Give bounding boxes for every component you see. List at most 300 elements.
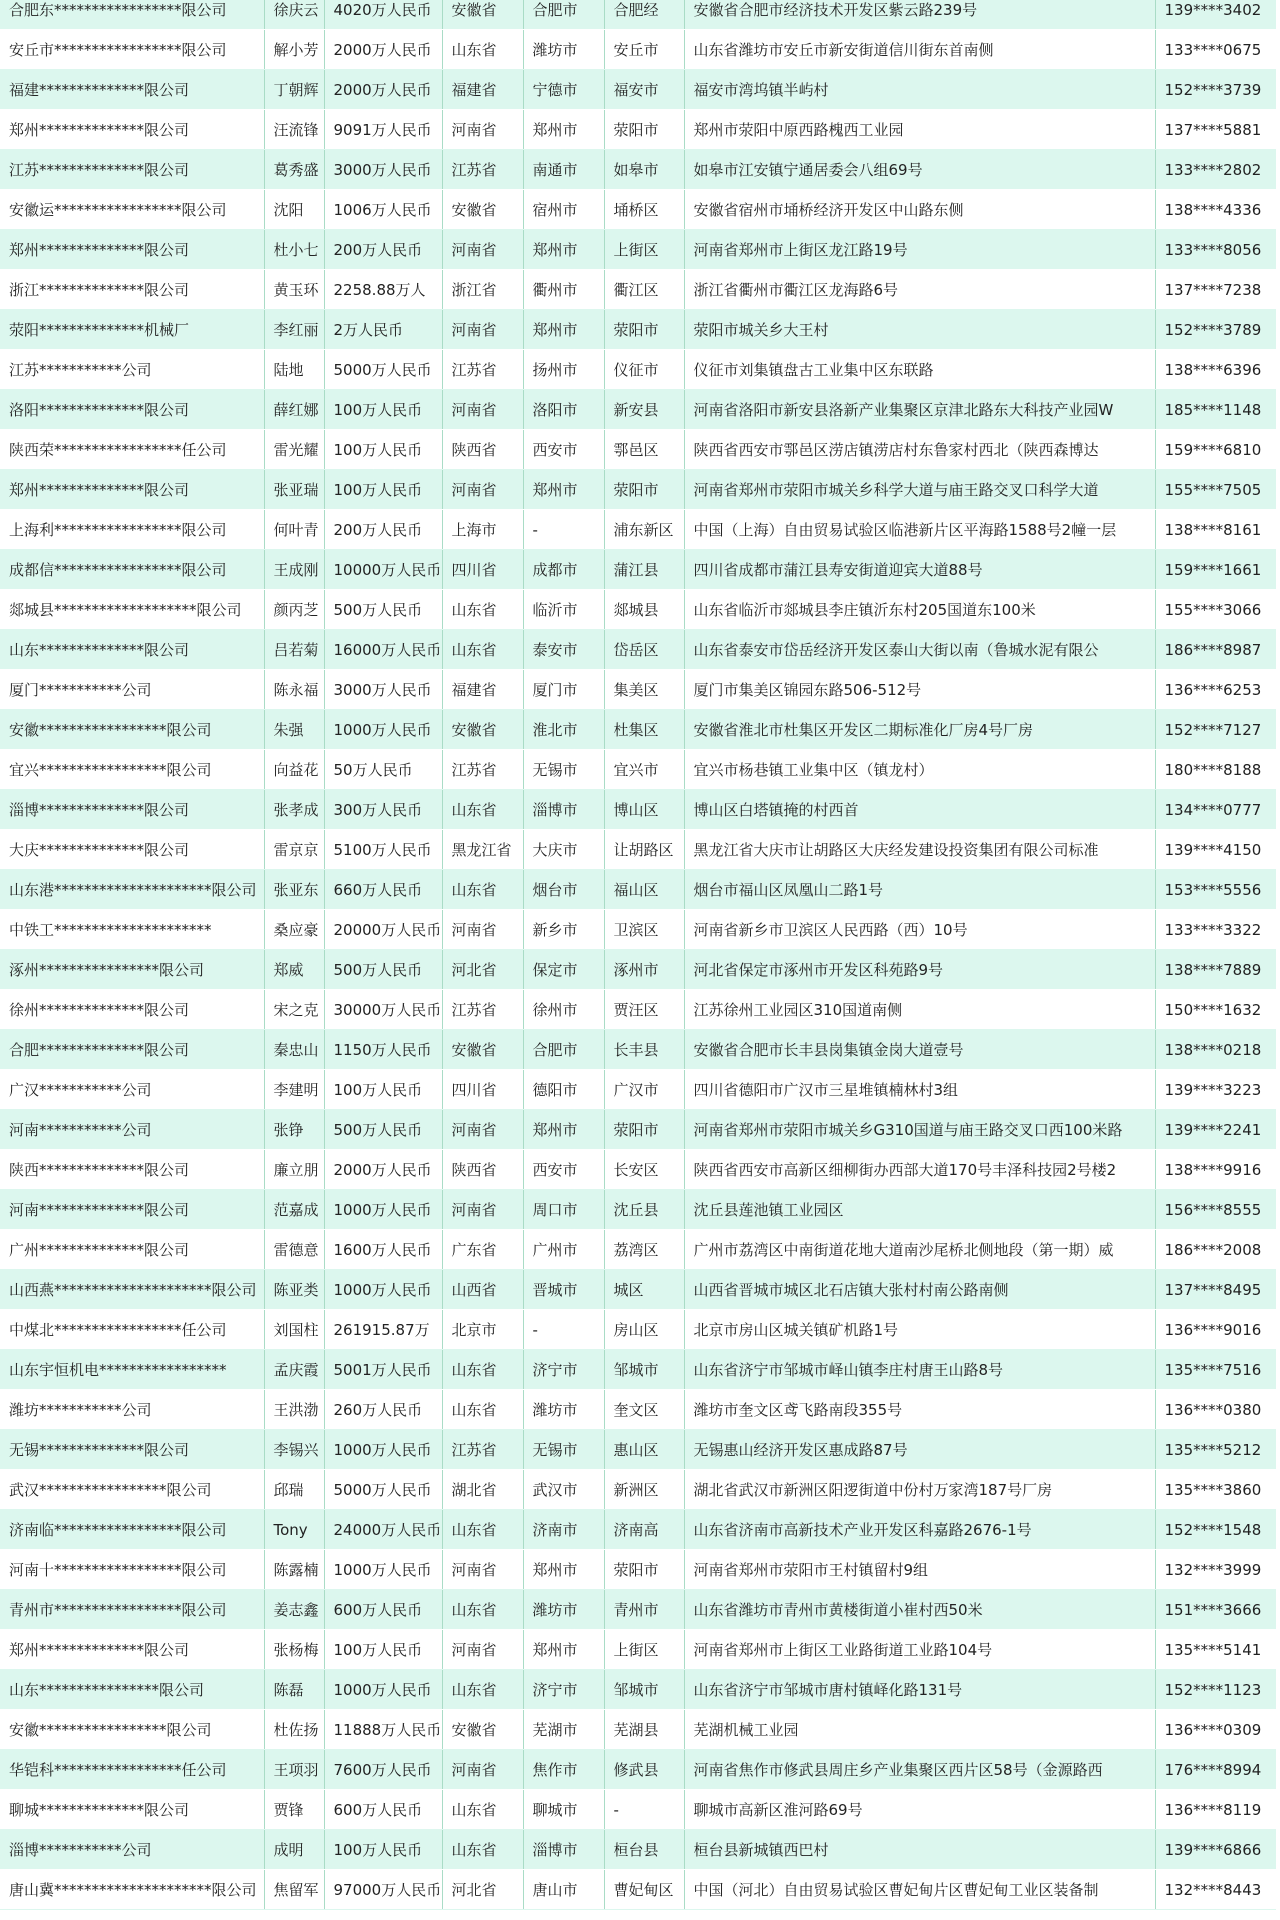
province-cell: 河南省 [442, 1110, 523, 1150]
phone-cell: 132****8443 [1155, 1870, 1276, 1910]
district-cell: 济南高 [604, 1510, 684, 1550]
phone-cell: 135****5212 [1155, 1430, 1276, 1470]
province-cell: 河南省 [442, 1750, 523, 1790]
registered-capital-cell: 2万人民币 [324, 310, 442, 350]
district-cell: 合肥经 [604, 0, 684, 30]
phone-cell: 137****5881 [1155, 110, 1276, 150]
city-cell: 西安市 [523, 1150, 604, 1190]
contact-name-cell: 雷光耀 [264, 430, 324, 470]
address-cell: 芜湖机械工业园 [684, 1710, 1155, 1750]
district-cell: 荥阳市 [604, 1110, 684, 1150]
contact-name-cell: 汪流锋 [264, 110, 324, 150]
city-cell: 郑州市 [523, 1550, 604, 1590]
city-cell: 济南市 [523, 1510, 604, 1550]
registered-capital-cell: 2000万人民币 [324, 30, 442, 70]
registered-capital-cell: 1000万人民币 [324, 1670, 442, 1710]
phone-cell: 176****8994 [1155, 1750, 1276, 1790]
city-cell: 芜湖市 [523, 1710, 604, 1750]
district-cell: 如皋市 [604, 150, 684, 190]
registered-capital-cell: 100万人民币 [324, 430, 442, 470]
registered-capital-cell: 1006万人民币 [324, 190, 442, 230]
contact-name-cell: 陈永福 [264, 670, 324, 710]
registered-capital-cell: 600万人民币 [324, 1590, 442, 1630]
district-cell: 新安县 [604, 390, 684, 430]
province-cell: 江苏省 [442, 1430, 523, 1470]
city-cell: 焦作市 [523, 1750, 604, 1790]
table-row [0, 1030, 1276, 1070]
registered-capital-cell: 200万人民币 [324, 230, 442, 270]
province-cell: 山东省 [442, 1670, 523, 1710]
company-name-cell: 潍坊***********公司 [0, 1390, 264, 1430]
company-name-cell: 山东****************限公司 [0, 1670, 264, 1710]
table-row [0, 870, 1276, 910]
company-name-cell: 河南**************限公司 [0, 1190, 264, 1230]
city-cell: 武汉市 [523, 1470, 604, 1510]
province-cell: 河南省 [442, 110, 523, 150]
contact-name-cell: 焦留军 [264, 1870, 324, 1910]
registered-capital-cell: 4020万人民币 [324, 0, 442, 30]
province-cell: 河南省 [442, 1630, 523, 1670]
phone-cell: 136****0309 [1155, 1710, 1276, 1750]
province-cell: 山东省 [442, 1390, 523, 1430]
district-cell: 长安区 [604, 1150, 684, 1190]
registered-capital-cell: 30000万人民币 [324, 990, 442, 1030]
district-cell: 房山区 [604, 1310, 684, 1350]
company-name-cell: 山东宇恒机电***************** [0, 1350, 264, 1390]
phone-cell: 133****0675 [1155, 30, 1276, 70]
registered-capital-cell: 1000万人民币 [324, 1550, 442, 1590]
contact-name-cell: 陈磊 [264, 1670, 324, 1710]
district-cell: 仪征市 [604, 350, 684, 390]
contact-name-cell: 颜丙芝 [264, 590, 324, 630]
province-cell: 山东省 [442, 30, 523, 70]
table-row [0, 1710, 1276, 1750]
province-cell: 山东省 [442, 1790, 523, 1830]
phone-cell: 139****3223 [1155, 1070, 1276, 1110]
phone-cell: 159****6810 [1155, 430, 1276, 470]
address-cell: 山东省潍坊市青州市黄楼街道小崔村西50米 [684, 1590, 1155, 1630]
contact-name-cell: 李建明 [264, 1070, 324, 1110]
table-row [0, 350, 1276, 390]
address-cell: 无锡惠山经济开发区惠成路87号 [684, 1430, 1155, 1470]
district-cell: 安丘市 [604, 30, 684, 70]
contact-name-cell: 张杨梅 [264, 1630, 324, 1670]
city-cell: 西安市 [523, 430, 604, 470]
address-cell: 四川省德阳市广汉市三星堆镇楠林村3组 [684, 1070, 1155, 1110]
table-row [0, 270, 1276, 310]
table-row [0, 830, 1276, 870]
city-cell: 合肥市 [523, 0, 604, 30]
registered-capital-cell: 100万人民币 [324, 390, 442, 430]
company-name-cell: 广州**************限公司 [0, 1230, 264, 1270]
phone-cell: 136****8119 [1155, 1790, 1276, 1830]
table-row [0, 1310, 1276, 1350]
city-cell: 宿州市 [523, 190, 604, 230]
contact-name-cell: 廉立朋 [264, 1150, 324, 1190]
province-cell: 上海市 [442, 510, 523, 550]
table-row [0, 190, 1276, 230]
company-name-cell: 河南十*****************限公司 [0, 1550, 264, 1590]
company-name-cell: 郑州**************限公司 [0, 1630, 264, 1670]
registered-capital-cell: 3000万人民币 [324, 670, 442, 710]
district-cell: 衢江区 [604, 270, 684, 310]
company-name-cell: 陕西**************限公司 [0, 1150, 264, 1190]
phone-cell: 155****3066 [1155, 590, 1276, 630]
district-cell: 荔湾区 [604, 1230, 684, 1270]
address-cell: 山西省晋城市城区北石店镇大张村村南公路南侧 [684, 1270, 1155, 1310]
city-cell: 德阳市 [523, 1070, 604, 1110]
registered-capital-cell: 1000万人民币 [324, 1430, 442, 1470]
phone-cell: 133****2802 [1155, 150, 1276, 190]
province-cell: 山东省 [442, 1350, 523, 1390]
table-row [0, 1630, 1276, 1670]
phone-cell: 135****5141 [1155, 1630, 1276, 1670]
company-name-cell: 青州市*****************限公司 [0, 1590, 264, 1630]
table-row [0, 630, 1276, 670]
company-name-cell: 淄博**************限公司 [0, 790, 264, 830]
city-cell: 无锡市 [523, 750, 604, 790]
address-cell: 安徽省宿州市埇桥经济开发区中山路东侧 [684, 190, 1155, 230]
district-cell: 桓台县 [604, 1830, 684, 1870]
registered-capital-cell: 261915.87万 [324, 1310, 442, 1350]
province-cell: 安徽省 [442, 190, 523, 230]
contact-name-cell: 沈阳 [264, 190, 324, 230]
table-row [0, 1350, 1276, 1390]
province-cell: 湖北省 [442, 1470, 523, 1510]
phone-cell: 185****1148 [1155, 390, 1276, 430]
contact-name-cell: 吕若菊 [264, 630, 324, 670]
phone-cell: 180****8188 [1155, 750, 1276, 790]
company-name-cell: 大庆**************限公司 [0, 830, 264, 870]
district-cell: 岱岳区 [604, 630, 684, 670]
province-cell: 山东省 [442, 870, 523, 910]
province-cell: 北京市 [442, 1310, 523, 1350]
contact-name-cell: 秦忠山 [264, 1030, 324, 1070]
table-row [0, 1430, 1276, 1470]
province-cell: 河北省 [442, 950, 523, 990]
registered-capital-cell: 11888万人民币 [324, 1710, 442, 1750]
city-cell: 厦门市 [523, 670, 604, 710]
address-cell: 山东省泰安市岱岳经济开发区泰山大街以南（鲁城水泥有限公 [684, 630, 1155, 670]
company-name-cell: 安徽*****************限公司 [0, 710, 264, 750]
district-cell: 博山区 [604, 790, 684, 830]
table-row [0, 1830, 1276, 1870]
table-row [0, 1070, 1276, 1110]
address-cell: 河南省郑州市上街区工业路街道工业路104号 [684, 1630, 1155, 1670]
registered-capital-cell: 5001万人民币 [324, 1350, 442, 1390]
phone-cell: 133****8056 [1155, 230, 1276, 270]
province-cell: 山西省 [442, 1270, 523, 1310]
contact-name-cell: 黄玉环 [264, 270, 324, 310]
district-cell: 荥阳市 [604, 470, 684, 510]
address-cell: 河南省焦作市修武县周庄乡产业集聚区西片区58号（金源路西 [684, 1750, 1155, 1790]
contact-name-cell: 邱瑞 [264, 1470, 324, 1510]
district-cell: 沈丘县 [604, 1190, 684, 1230]
address-cell: 河南省郑州市荥阳市城关乡科学大道与庙王路交叉口科学大道 [684, 470, 1155, 510]
table-row [0, 1790, 1276, 1830]
registered-capital-cell: 5000万人民币 [324, 350, 442, 390]
address-cell: 河南省新乡市卫滨区人民西路（西）10号 [684, 910, 1155, 950]
city-cell: - [523, 1310, 604, 1350]
registered-capital-cell: 500万人民币 [324, 1110, 442, 1150]
district-cell: 惠山区 [604, 1430, 684, 1470]
contact-name-cell: 朱强 [264, 710, 324, 750]
city-cell: 南通市 [523, 150, 604, 190]
district-cell: 青州市 [604, 1590, 684, 1630]
address-cell: 四川省成都市蒲江县寿安街道迎宾大道88号 [684, 550, 1155, 590]
province-cell: 江苏省 [442, 150, 523, 190]
registered-capital-cell: 1600万人民币 [324, 1230, 442, 1270]
contact-name-cell: 孟庆霞 [264, 1350, 324, 1390]
province-cell: 山东省 [442, 1510, 523, 1550]
city-cell: 淄博市 [523, 1830, 604, 1870]
table-row [0, 1270, 1276, 1310]
contact-name-cell: 陆地 [264, 350, 324, 390]
company-name-cell: 上海利*****************限公司 [0, 510, 264, 550]
address-cell: 福安市湾坞镇半屿村 [684, 70, 1155, 110]
registered-capital-cell: 5000万人民币 [324, 1470, 442, 1510]
city-cell: 济宁市 [523, 1350, 604, 1390]
province-cell: 河南省 [442, 310, 523, 350]
province-cell: 河南省 [442, 1550, 523, 1590]
province-cell: 山东省 [442, 1590, 523, 1630]
province-cell: 福建省 [442, 670, 523, 710]
address-cell: 江苏徐州工业园区310国道南侧 [684, 990, 1155, 1030]
table-row [0, 150, 1276, 190]
table-row [0, 470, 1276, 510]
city-cell: 潍坊市 [523, 1390, 604, 1430]
registered-capital-cell: 2258.88万人 [324, 270, 442, 310]
address-cell: 山东省济南市高新技术产业开发区科嘉路2676-1号 [684, 1510, 1155, 1550]
district-cell: 邹城市 [604, 1350, 684, 1390]
company-name-cell: 河南***********公司 [0, 1110, 264, 1150]
registered-capital-cell: 100万人民币 [324, 1830, 442, 1870]
company-name-cell: 郯城县*******************限公司 [0, 590, 264, 630]
address-cell: 山东省临沂市郯城县李庄镇沂东村205国道东100米 [684, 590, 1155, 630]
district-cell: 蒲江县 [604, 550, 684, 590]
contact-name-cell: 刘国柱 [264, 1310, 324, 1350]
province-cell: 山东省 [442, 790, 523, 830]
phone-cell: 152****3739 [1155, 70, 1276, 110]
address-cell: 聊城市高新区淮河路69号 [684, 1790, 1155, 1830]
phone-cell: 137****8495 [1155, 1270, 1276, 1310]
company-name-cell: 合肥**************限公司 [0, 1030, 264, 1070]
table-row [0, 670, 1276, 710]
phone-cell: 138****0218 [1155, 1030, 1276, 1070]
city-cell: 唐山市 [523, 1870, 604, 1910]
district-cell: 长丰县 [604, 1030, 684, 1070]
table-row [0, 910, 1276, 950]
city-cell: 保定市 [523, 950, 604, 990]
address-cell: 沈丘县莲池镇工业园区 [684, 1190, 1155, 1230]
table-row [0, 1230, 1276, 1270]
contact-name-cell: 郑威 [264, 950, 324, 990]
province-cell: 陕西省 [442, 430, 523, 470]
city-cell: 晋城市 [523, 1270, 604, 1310]
district-cell: 杜集区 [604, 710, 684, 750]
city-cell: 衢州市 [523, 270, 604, 310]
province-cell: 江苏省 [442, 350, 523, 390]
registered-capital-cell: 1150万人民币 [324, 1030, 442, 1070]
registered-capital-cell: 260万人民币 [324, 1390, 442, 1430]
phone-cell: 139****4150 [1155, 830, 1276, 870]
company-name-cell: 厦门***********公司 [0, 670, 264, 710]
table-row [0, 950, 1276, 990]
phone-cell: 136****6253 [1155, 670, 1276, 710]
company-name-cell: 安徽运*****************限公司 [0, 190, 264, 230]
registered-capital-cell: 97000万人民币 [324, 1870, 442, 1910]
company-name-cell: 成都信*****************限公司 [0, 550, 264, 590]
contact-name-cell: 王洪渤 [264, 1390, 324, 1430]
city-cell: 泰安市 [523, 630, 604, 670]
table-row [0, 1670, 1276, 1710]
phone-cell: 132****3999 [1155, 1550, 1276, 1590]
city-cell: 郑州市 [523, 310, 604, 350]
phone-cell: 151****3666 [1155, 1590, 1276, 1630]
company-name-cell: 武汉*****************限公司 [0, 1470, 264, 1510]
address-cell: 山东省济宁市邹城市唐村镇峄化路131号 [684, 1670, 1155, 1710]
registered-capital-cell: 3000万人民币 [324, 150, 442, 190]
address-cell: 桓台县新城镇西巴村 [684, 1830, 1155, 1870]
contact-name-cell: 陈亚类 [264, 1270, 324, 1310]
province-cell: 安徽省 [442, 0, 523, 30]
table-row [0, 310, 1276, 350]
contact-name-cell: 范嘉成 [264, 1190, 324, 1230]
table-row [0, 1150, 1276, 1190]
province-cell: 浙江省 [442, 270, 523, 310]
contact-name-cell: 何叶青 [264, 510, 324, 550]
phone-cell: 138****9916 [1155, 1150, 1276, 1190]
contact-name-cell: 张亚东 [264, 870, 324, 910]
phone-cell: 155****7505 [1155, 470, 1276, 510]
address-cell: 安徽省合肥市长丰县岗集镇金岗大道壹号 [684, 1030, 1155, 1070]
phone-cell: 136****0380 [1155, 1390, 1276, 1430]
province-cell: 四川省 [442, 550, 523, 590]
company-name-cell: 浙江**************限公司 [0, 270, 264, 310]
company-name-cell: 洛阳**************限公司 [0, 390, 264, 430]
contact-name-cell: 雷京京 [264, 830, 324, 870]
contact-name-cell: 桑应豪 [264, 910, 324, 950]
company-name-cell: 安丘市*****************限公司 [0, 30, 264, 70]
city-cell: 扬州市 [523, 350, 604, 390]
district-cell: 宜兴市 [604, 750, 684, 790]
company-name-cell: 郑州**************限公司 [0, 110, 264, 150]
phone-cell: 186****8987 [1155, 630, 1276, 670]
address-cell: 河北省保定市涿州市开发区科苑路9号 [684, 950, 1155, 990]
registered-capital-cell: 7600万人民币 [324, 1750, 442, 1790]
phone-cell: 135****7516 [1155, 1350, 1276, 1390]
phone-cell: 152****1548 [1155, 1510, 1276, 1550]
city-cell: 合肥市 [523, 1030, 604, 1070]
contact-name-cell: 王成刚 [264, 550, 324, 590]
registered-capital-cell: 2000万人民币 [324, 1150, 442, 1190]
district-cell: 芜湖县 [604, 1710, 684, 1750]
address-cell: 如皋市江安镇宁通居委会八组69号 [684, 150, 1155, 190]
phone-cell: 156****8555 [1155, 1190, 1276, 1230]
table-row [0, 1550, 1276, 1590]
registered-capital-cell: 660万人民币 [324, 870, 442, 910]
table-row [0, 1470, 1276, 1510]
city-cell: 周口市 [523, 1190, 604, 1230]
address-cell: 北京市房山区城关镇矿机路1号 [684, 1310, 1155, 1350]
phone-cell: 152****1123 [1155, 1670, 1276, 1710]
table-row [0, 1390, 1276, 1430]
contact-name-cell: 成明 [264, 1830, 324, 1870]
phone-cell: 133****3322 [1155, 910, 1276, 950]
registered-capital-cell: 16000万人民币 [324, 630, 442, 670]
company-name-cell: 安徽*****************限公司 [0, 1710, 264, 1750]
contact-name-cell: 张铮 [264, 1110, 324, 1150]
registered-capital-cell: 500万人民币 [324, 950, 442, 990]
address-cell: 安徽省合肥市经济技术开发区紫云路239号 [684, 0, 1155, 30]
company-name-cell: 中铁工********************* [0, 910, 264, 950]
address-cell: 郑州市荥阳中原西路槐西工业园 [684, 110, 1155, 150]
address-cell: 中国（上海）自由贸易试验区临港新片区平海路1588号2幢一层 [684, 510, 1155, 550]
province-cell: 广东省 [442, 1230, 523, 1270]
company-name-cell: 聊城**************限公司 [0, 1790, 264, 1830]
table-row [0, 510, 1276, 550]
city-cell: 新乡市 [523, 910, 604, 950]
table-row [0, 750, 1276, 790]
district-cell: 集美区 [604, 670, 684, 710]
contact-name-cell: 葛秀盛 [264, 150, 324, 190]
district-cell: 修武县 [604, 1750, 684, 1790]
address-cell: 仪征市刘集镇盘古工业集中区东联路 [684, 350, 1155, 390]
registered-capital-cell: 100万人民币 [324, 1070, 442, 1110]
phone-cell: 134****0777 [1155, 790, 1276, 830]
address-cell: 黑龙江省大庆市让胡路区大庆经发建设投资集团有限公司标准 [684, 830, 1155, 870]
phone-cell: 153****5556 [1155, 870, 1276, 910]
table-row [0, 70, 1276, 110]
contact-name-cell: Tony [264, 1510, 324, 1550]
company-name-cell: 徐州**************限公司 [0, 990, 264, 1030]
registered-capital-cell: 500万人民币 [324, 590, 442, 630]
address-cell: 湖北省武汉市新洲区阳逻街道中份村万家湾187号厂房 [684, 1470, 1155, 1510]
address-cell: 山东省潍坊市安丘市新安街道信川街东首南侧 [684, 30, 1155, 70]
address-cell: 广州市荔湾区中南街道花地大道南沙尾桥北侧地段（第一期）威 [684, 1230, 1155, 1270]
address-cell: 荥阳市城关乡大王村 [684, 310, 1155, 350]
address-cell: 陕西省西安市高新区细柳街办西部大道170号丰泽科技园2号楼2 [684, 1150, 1155, 1190]
table-row [0, 1510, 1276, 1550]
company-name-cell: 宜兴*****************限公司 [0, 750, 264, 790]
company-name-cell: 涿州****************限公司 [0, 950, 264, 990]
registered-capital-cell: 300万人民币 [324, 790, 442, 830]
registered-capital-cell: 10000万人民币 [324, 550, 442, 590]
address-cell: 河南省洛阳市新安县洛新产业集聚区京津北路东大科技产业园W [684, 390, 1155, 430]
registered-capital-cell: 9091万人民币 [324, 110, 442, 150]
province-cell: 河南省 [442, 390, 523, 430]
contact-name-cell: 宋之克 [264, 990, 324, 1030]
company-name-cell: 广汉***********公司 [0, 1070, 264, 1110]
province-cell: 山东省 [442, 590, 523, 630]
table-row [0, 590, 1276, 630]
company-name-cell: 山东**************限公司 [0, 630, 264, 670]
district-cell: 贾汪区 [604, 990, 684, 1030]
district-cell: 郯城县 [604, 590, 684, 630]
city-cell: 潍坊市 [523, 1590, 604, 1630]
registered-capital-cell: 24000万人民币 [324, 1510, 442, 1550]
table-row [0, 1590, 1276, 1630]
table-row [0, 0, 1276, 30]
table-row [0, 110, 1276, 150]
city-cell: 聊城市 [523, 1790, 604, 1830]
company-name-cell: 中煤北*****************任公司 [0, 1310, 264, 1350]
registered-capital-cell: 100万人民币 [324, 1630, 442, 1670]
city-cell: 广州市 [523, 1230, 604, 1270]
company-name-cell: 济南临*****************限公司 [0, 1510, 264, 1550]
province-cell: 四川省 [442, 1070, 523, 1110]
province-cell: 河南省 [442, 1190, 523, 1230]
